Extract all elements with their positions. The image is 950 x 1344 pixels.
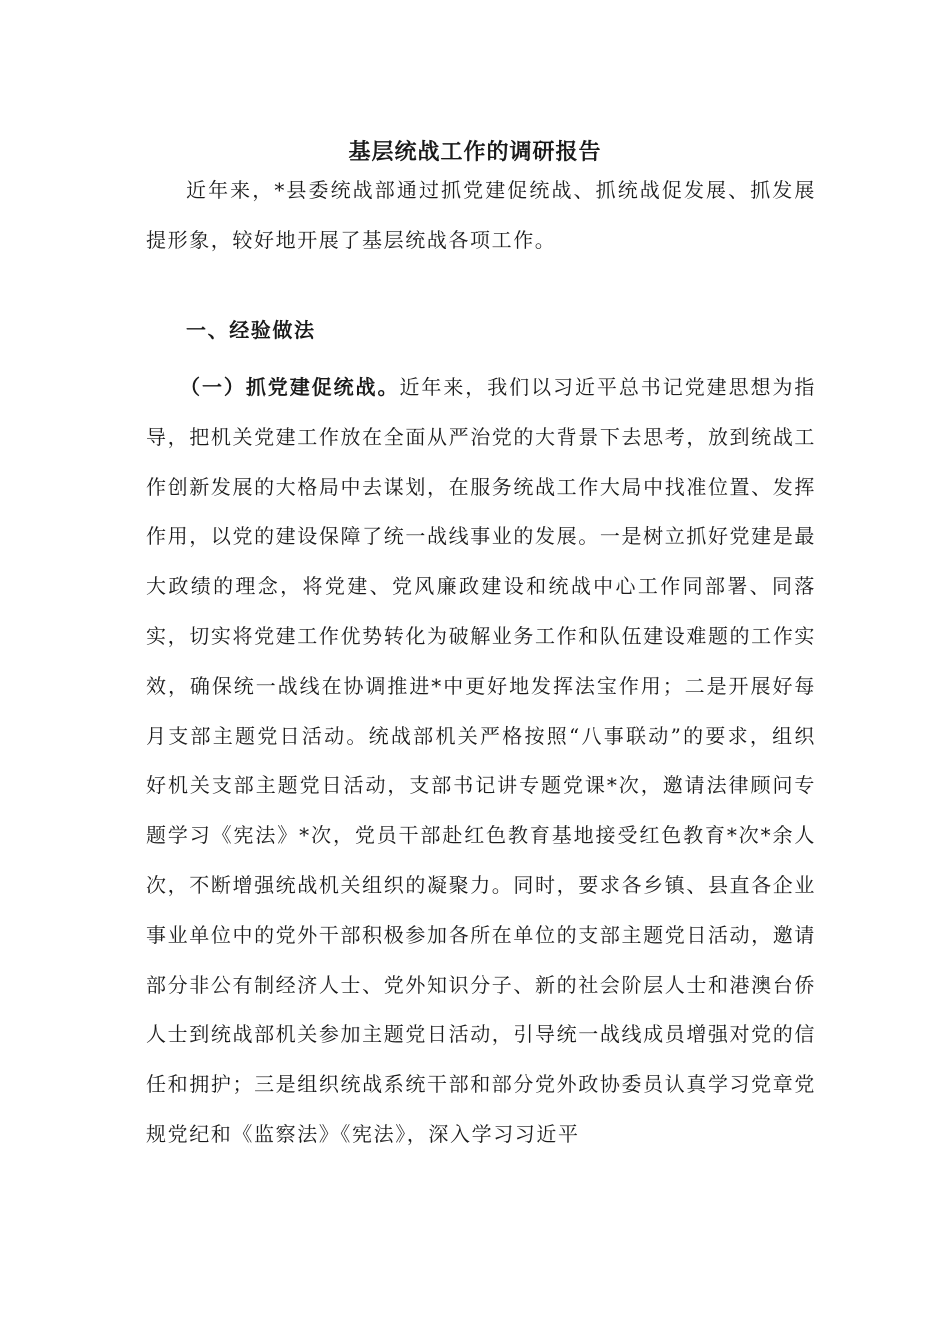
subsection-heading: （一）抓党建促统战。 xyxy=(180,375,400,399)
document-title: 基层统战工作的调研报告 xyxy=(348,139,602,165)
subsection-body: 近年来，我们以习近平总书记党建思想为指导，把机关党建工作放在全面从严治党的大背景下去思考，放到统战工作创新发展的大格局中去谋划，在服务统战工作大局中找准位置、发挥作用，以党的建设保障了统一战线事业的发展。一是树立抓好党建是最大政绩的理念，将党建、党风廉政建设和统战中心工作同部署、同落实，切实将党建工作优势转化为破解业务工作和队伍建设难题的工作实效，确保统一战线在协调推进*中更好地发挥法宝作用；二是开展好每月支部主题党日活动。统战部机关严格按照“八事联动”的要求，组织好机关支部主题党日活动，支部书记讲专题党课*次，邀请法律顾问专题学习《宪法》*次，党员干部赴红色教育基地接受红色教育*次*余人次，不断增强统战机关组织的凝聚力。同时，要求各乡镇、县直各企业事业单位中的党外干部积极参加各所在单位的支部主题党日活动，邀请部分非公有制经济人士、党外知识分子、新的社会阶层人士和港澳台侨人士到统战部机关参加主题党日活动，引导统一战线成员增强对党的信任和拥护；三是组织统战系统干部和部分党外政协委员认真学习党章党规党纪和《监察法》《宪法》，深入学习习近平 xyxy=(146,375,817,1146)
intro-paragraph: 近年来，*县委统战部通过抓党建促统战、抓统战促发展、抓发展提形象，较好地开展了基层统战各项工作。 xyxy=(146,178,816,252)
subsection-paragraph xyxy=(146,363,816,1160)
section-heading: 一、经验做法 xyxy=(186,318,316,342)
